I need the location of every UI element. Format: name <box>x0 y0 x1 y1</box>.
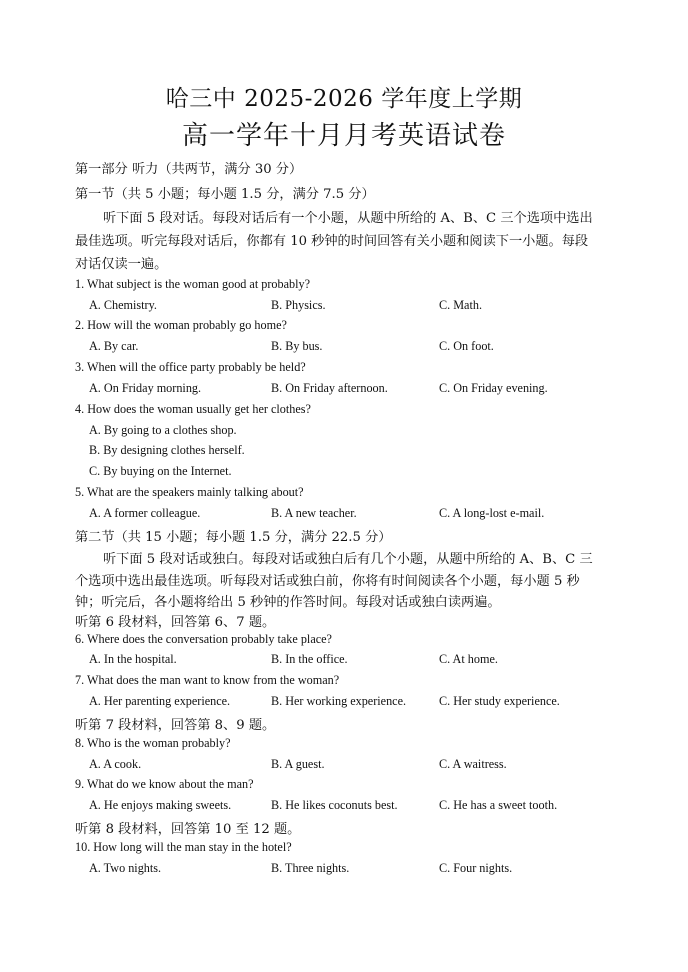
section1-instruction-line3: 对话仅读一遍。 <box>75 257 168 272</box>
question-9: 9. What do we know about the man? <box>75 777 254 791</box>
exam-title-line1: 哈三中 2025-2026 学年度上学期 <box>165 86 523 112</box>
part1-heading: 第一部分 听力（共两节，满分 30 分） <box>75 162 303 177</box>
q8-option-b: B. A guest. <box>271 757 325 771</box>
question-4: 4. How does the woman usually get her clothes? <box>75 402 311 416</box>
q6-option-a: A. In the hospital. <box>89 652 177 666</box>
question-5: 5. What are the speakers mainly talking about? <box>75 485 304 499</box>
question-2: 2. How will the woman probably go home? <box>75 318 287 332</box>
q10-option-a: A. Two nights. <box>89 861 162 875</box>
q7-option-b: B. Her working experience. <box>271 694 407 708</box>
q2-option-a: A. By car. <box>89 339 139 353</box>
q1-option-c: C. Math. <box>439 298 482 312</box>
q5-option-b: B. A new teacher. <box>271 506 357 520</box>
q9-option-a: A. He enjoys making sweets. <box>89 798 232 812</box>
q3-option-a: A. On Friday morning. <box>89 381 202 395</box>
q5-option-c: C. A long-lost e-mail. <box>439 506 545 520</box>
section2-instruction-line1: 听下面 5 段对话或独白。每段对话或独白后有几个小题，从题中所给的 A、B、C 三 <box>103 552 593 567</box>
q5-option-a: A. A former colleague. <box>89 506 201 520</box>
question-7: 7. What does the man want to know from the woman? <box>75 673 340 687</box>
question-3: 3. When will the office party probably be held? <box>75 360 306 374</box>
q3-option-b: B. On Friday afternoon. <box>271 381 388 395</box>
q4-option-c: C. By buying on the Internet. <box>89 464 232 478</box>
q2-option-b: B. By bus. <box>271 339 323 353</box>
question-1: 1. What subject is the woman good at probably? <box>75 277 311 291</box>
q3-option-c: C. On Friday evening. <box>439 381 548 395</box>
section2-instruction-line3: 钟；听完后，各小题将给出 5 秒钟的作答时间。每段对话或独白读两遍。 <box>75 595 501 610</box>
q8-option-a: A. A cook. <box>89 757 142 771</box>
section1-heading: 第一节（共 5 小题；每小题 1.5 分，满分 7.5 分） <box>75 187 375 202</box>
q4-option-a: A. By going to a clothes shop. <box>89 423 237 437</box>
q8-option-c: C. A waitress. <box>439 757 507 771</box>
q4-option-b: B. By designing clothes herself. <box>89 443 245 457</box>
q7-option-c: C. Her study experience. <box>439 694 560 708</box>
section2-instruction-line2: 个选项中选出最佳选项。听每段对话或独白前，你将有时间阅读各个小题，每小题 5 秒 <box>75 574 580 589</box>
section1-instruction-line2: 最佳选项。听完每段对话后，你都有 10 秒钟的时间回答有关小题和阅读下一小题。每段 <box>75 234 589 249</box>
section2-heading: 第二节（共 15 小题；每小题 1.5 分，满分 22.5 分） <box>75 530 392 545</box>
q6-option-b: B. In the office. <box>271 652 348 666</box>
q6-option-c: C. At home. <box>439 652 498 666</box>
q9-option-b: B. He likes coconuts best. <box>271 798 398 812</box>
q7-option-a: A. Her parenting experience. <box>89 694 231 708</box>
q9-option-c: C. He has a sweet tooth. <box>439 798 558 812</box>
q10-option-b: B. Three nights. <box>271 861 350 875</box>
q1-option-b: B. Physics. <box>271 298 326 312</box>
material-8-note: 听第 8 段材料，回答第 10 至 12 题。 <box>75 822 301 837</box>
exam-title-line2: 高一学年十月月考英语试卷 <box>181 121 506 151</box>
question-6: 6. Where does the conversation probably take place? <box>75 632 332 646</box>
q10-option-c: C. Four nights. <box>439 861 513 875</box>
section1-instruction-line1: 听下面 5 段对话。每段对话后有一个小题，从题中所给的 A、B、C 三个选项中选出 <box>103 211 593 226</box>
q1-option-a: A. Chemistry. <box>89 298 157 312</box>
material-6-note: 听第 6 段材料，回答第 6、7 题。 <box>75 615 276 630</box>
q2-option-c: C. On foot. <box>439 339 494 353</box>
question-10: 10. How long will the man stay in the hotel? <box>75 840 292 854</box>
material-7-note: 听第 7 段材料，回答第 8、9 题。 <box>75 718 276 733</box>
question-8: 8. Who is the woman probably? <box>75 736 231 750</box>
